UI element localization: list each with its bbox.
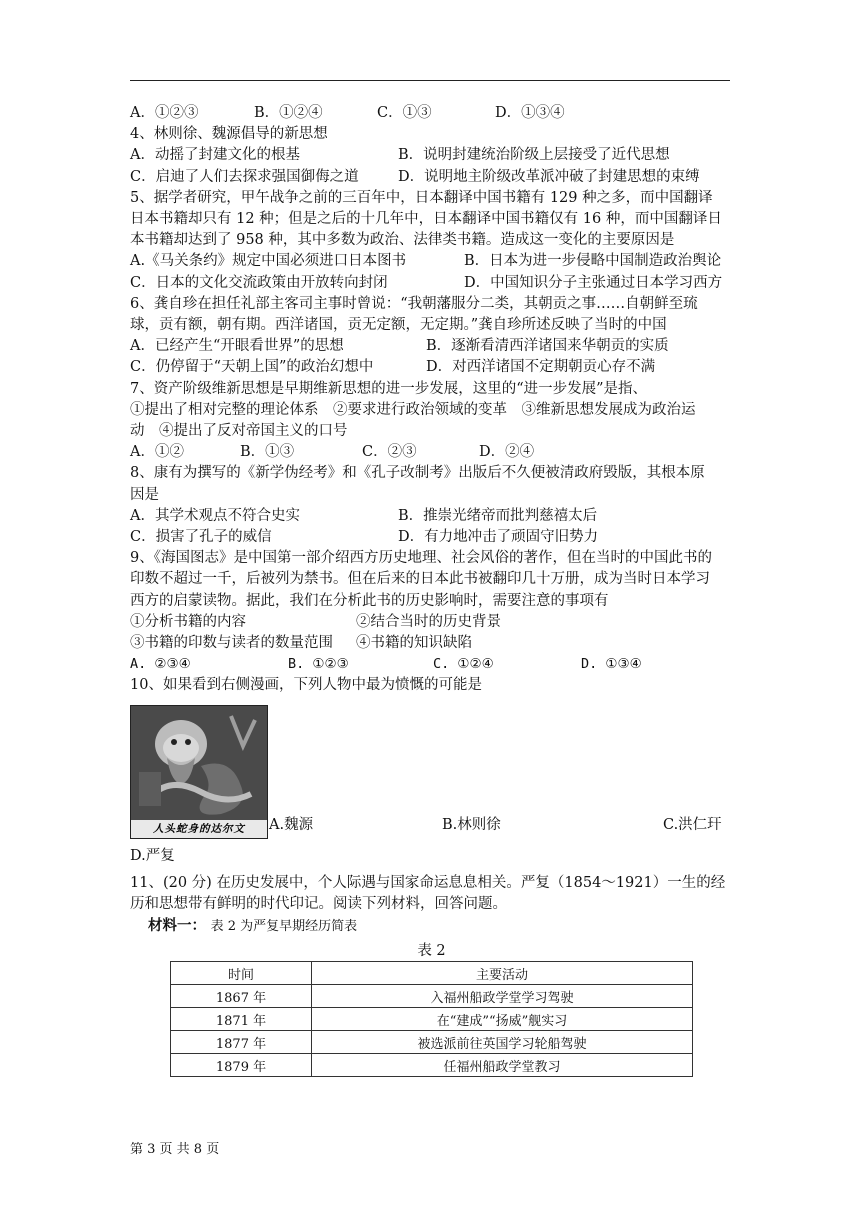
q4-options-row1 <box>130 145 733 166</box>
career-table <box>170 961 693 1077</box>
table-row <box>171 1008 693 1031</box>
table-cell-activity: 任福州船政学堂教习 <box>312 1054 693 1077</box>
q5-option-d: D．中国知识分子主张通过日本学习西方 <box>464 274 723 291</box>
q10-option-b: B.林则徐 <box>442 816 501 833</box>
q8-options-row1 <box>130 506 733 527</box>
q7-option-a: A．①② <box>130 444 184 461</box>
q4-stem: 4、林则徐、魏源倡导的新思想 <box>130 126 328 143</box>
q9-line: 9、《海国图志》是中国第一部介绍西方历史地理、社会风俗的著作，但在当时的中国此书的 <box>130 550 712 567</box>
table-cell-year: 1877 年 <box>171 1031 312 1054</box>
q8-options-row2 <box>130 527 733 548</box>
q9-options <box>130 654 733 675</box>
table-cell-year: 1867 年 <box>171 985 312 1008</box>
q4-option-d: D．说明地主阶级改革派冲破了封建思想的束缚 <box>398 168 700 185</box>
q6-option-c: C．仍停留于“天朝上国”的政治幻想中 <box>130 359 374 376</box>
q5-option-a: A.《马关条约》规定中国必须进口日本图书 <box>130 253 407 270</box>
q7-line: ①提出了相对完整的理论体系 ②要求进行政治领域的变革 ③维新思想发展成为政治运 <box>130 401 696 418</box>
material-label: 材料一： <box>148 917 206 935</box>
q3-option-a: A．①②③ <box>130 105 199 121</box>
q5-options-row1 <box>130 251 733 272</box>
table-cell-activity: 入福州船政学堂学习驾驶 <box>312 985 693 1008</box>
q7-line: 7、资产阶级维新思想是早期维新思想的进一步发展，这里的“进一步发展”是指、 <box>130 380 648 397</box>
page-content <box>130 103 733 1077</box>
q10-option-a: A.魏源 <box>269 816 314 833</box>
q3-options <box>130 103 733 124</box>
table-header-cell: 主要活动 <box>312 962 693 985</box>
q8-line: 因是 <box>130 486 159 503</box>
q7-line: 动 ④提出了反对帝国主义的口号 <box>130 423 348 440</box>
q5-line: 5、据学者研究，甲午战争之前的三百年中，日本翻译中国书籍有 129 种之多，而中国翻译 <box>130 189 713 206</box>
q9-item-1: ①分析书籍的内容 <box>130 613 246 630</box>
q9-items-row2 <box>130 633 733 654</box>
table-cell-activity: 在“建成”“扬威”舰实习 <box>312 1008 693 1031</box>
q11-line: 11、(20 分) 在历史发展中，个人际遇与国家命运息息相关。严复（1854～1921）一生的经 <box>130 874 726 891</box>
q9-line: 印数不超过一千，后被列为禁书。但在后来的日本此书被翻印几十万册，成为当时日本学习 <box>130 571 710 588</box>
darwin-cartoon-image <box>130 705 268 839</box>
q9-item-3: ③书籍的印数与读者的数量范围 <box>130 635 333 652</box>
q11-material-1 <box>130 915 733 937</box>
q6-option-d: D．对西洋诸国不定期朝贡心存不满 <box>426 359 656 376</box>
q3-option-b: B．①②④ <box>254 105 323 121</box>
table-row <box>171 985 693 1008</box>
q9-option-c: C. ①②④ <box>433 656 494 673</box>
page-footer: 第 3 页 共 8 页 <box>130 1142 220 1157</box>
q5-line: 本书籍却达到了 958 种，其中多数为政治、法律类书籍。造成这一变化的主要原因是 <box>130 232 675 249</box>
q9-items-row1 <box>130 612 733 633</box>
q4-options-row2 <box>130 167 733 188</box>
table-cell-activity: 被选派前往英国学习轮船驾驶 <box>312 1031 693 1054</box>
q4-option-b: B．说明封建统治阶级上层接受了近代思想 <box>398 147 670 164</box>
table-header-cell: 时间 <box>171 962 312 985</box>
q9-item-2: ②结合当时的历史背景 <box>356 613 501 630</box>
table-header-row <box>171 962 693 985</box>
q6-line: 球，贡有额，朝有期。西洋诸国，贡无定额，无定期。”龚自珍所述反映了当时的中国 <box>130 317 667 334</box>
table-cell-year: 1879 年 <box>171 1054 312 1077</box>
q3-option-d: D．①③④ <box>495 105 565 121</box>
header-rule <box>130 80 730 81</box>
table-row <box>171 1031 693 1054</box>
q5-line: 日本书籍却只有 12 种；但是之后的十几年中，日本翻译中国书籍仅有 16 种，而中国翻译日 <box>130 211 722 228</box>
q8-option-a: A．其学术观点不符合史实 <box>130 507 300 524</box>
table-title: 表 2 <box>417 943 446 960</box>
q10-cartoon-row <box>130 705 733 840</box>
q6-options-row1 <box>130 336 733 357</box>
q8-option-c: C．损害了孔子的威信 <box>130 529 272 546</box>
q5-option-b: B．日本为进一步侵略中国制造政治舆论 <box>464 253 722 270</box>
q7-options <box>130 442 733 463</box>
q9-option-b: B. ①②③ <box>288 656 349 673</box>
q7-option-d: D．②④ <box>479 444 535 461</box>
q4-option-c: C．启迪了人们去探求强国御侮之道 <box>130 168 359 185</box>
q10-option-d: D.严复 <box>130 847 175 864</box>
q5-options-row2 <box>130 273 733 294</box>
q9-item-4: ④书籍的知识缺陷 <box>356 635 472 652</box>
q9-line: 西方的启蒙读物。据此，我们在分析此书的历史影响时，需要注意的事项有 <box>130 592 609 609</box>
q10-stem: 10、如果看到右侧漫画，下列人物中最为愤慨的可能是 <box>130 677 482 694</box>
q4-option-a: A．动摇了封建文化的根基 <box>130 147 300 164</box>
table-row <box>171 1054 693 1077</box>
q11-line: 历和思想带有鲜明的时代印记。阅读下列材料，回答问题。 <box>130 896 507 913</box>
q6-options-row2 <box>130 357 733 378</box>
q6-line: 6、龚自珍在担任礼部主客司主事时曾说：“我朝藩服分二类，其朝贡之事……自朝鲜至琉 <box>130 295 698 312</box>
q8-line: 8、康有为撰写的《新学伪经考》和《孔子改制考》出版后不久便被清政府毁版，其根本原 <box>130 465 705 482</box>
q10-option-c: C.洪仁玕 <box>663 816 722 833</box>
q8-option-b: B．推崇光绪帝而批判慈禧太后 <box>398 507 598 524</box>
q6-option-a: A．已经产生“开眼看世界”的思想 <box>130 338 344 355</box>
cartoon-illustration <box>131 706 267 820</box>
q3-option-c: C．①③ <box>377 105 432 121</box>
q6-option-b: B．逐渐看清西洋诸国来华朝贡的实质 <box>426 338 669 355</box>
q5-option-c: C．日本的文化交流政策由开放转向封闭 <box>130 274 388 291</box>
q8-option-d: D．有力地冲击了顽固守旧势力 <box>398 529 599 546</box>
q9-option-a: A. ②③④ <box>130 656 191 673</box>
material-text: 表 2 为严复早期经历简表 <box>210 919 358 935</box>
table-cell-year: 1871 年 <box>171 1008 312 1031</box>
q9-option-d: D. ①③④ <box>581 656 642 673</box>
cartoon-caption: 人头蛇身的达尔文 <box>131 820 267 838</box>
q7-option-c: C．②③ <box>362 444 417 461</box>
q7-option-b: B．①③ <box>240 444 295 461</box>
